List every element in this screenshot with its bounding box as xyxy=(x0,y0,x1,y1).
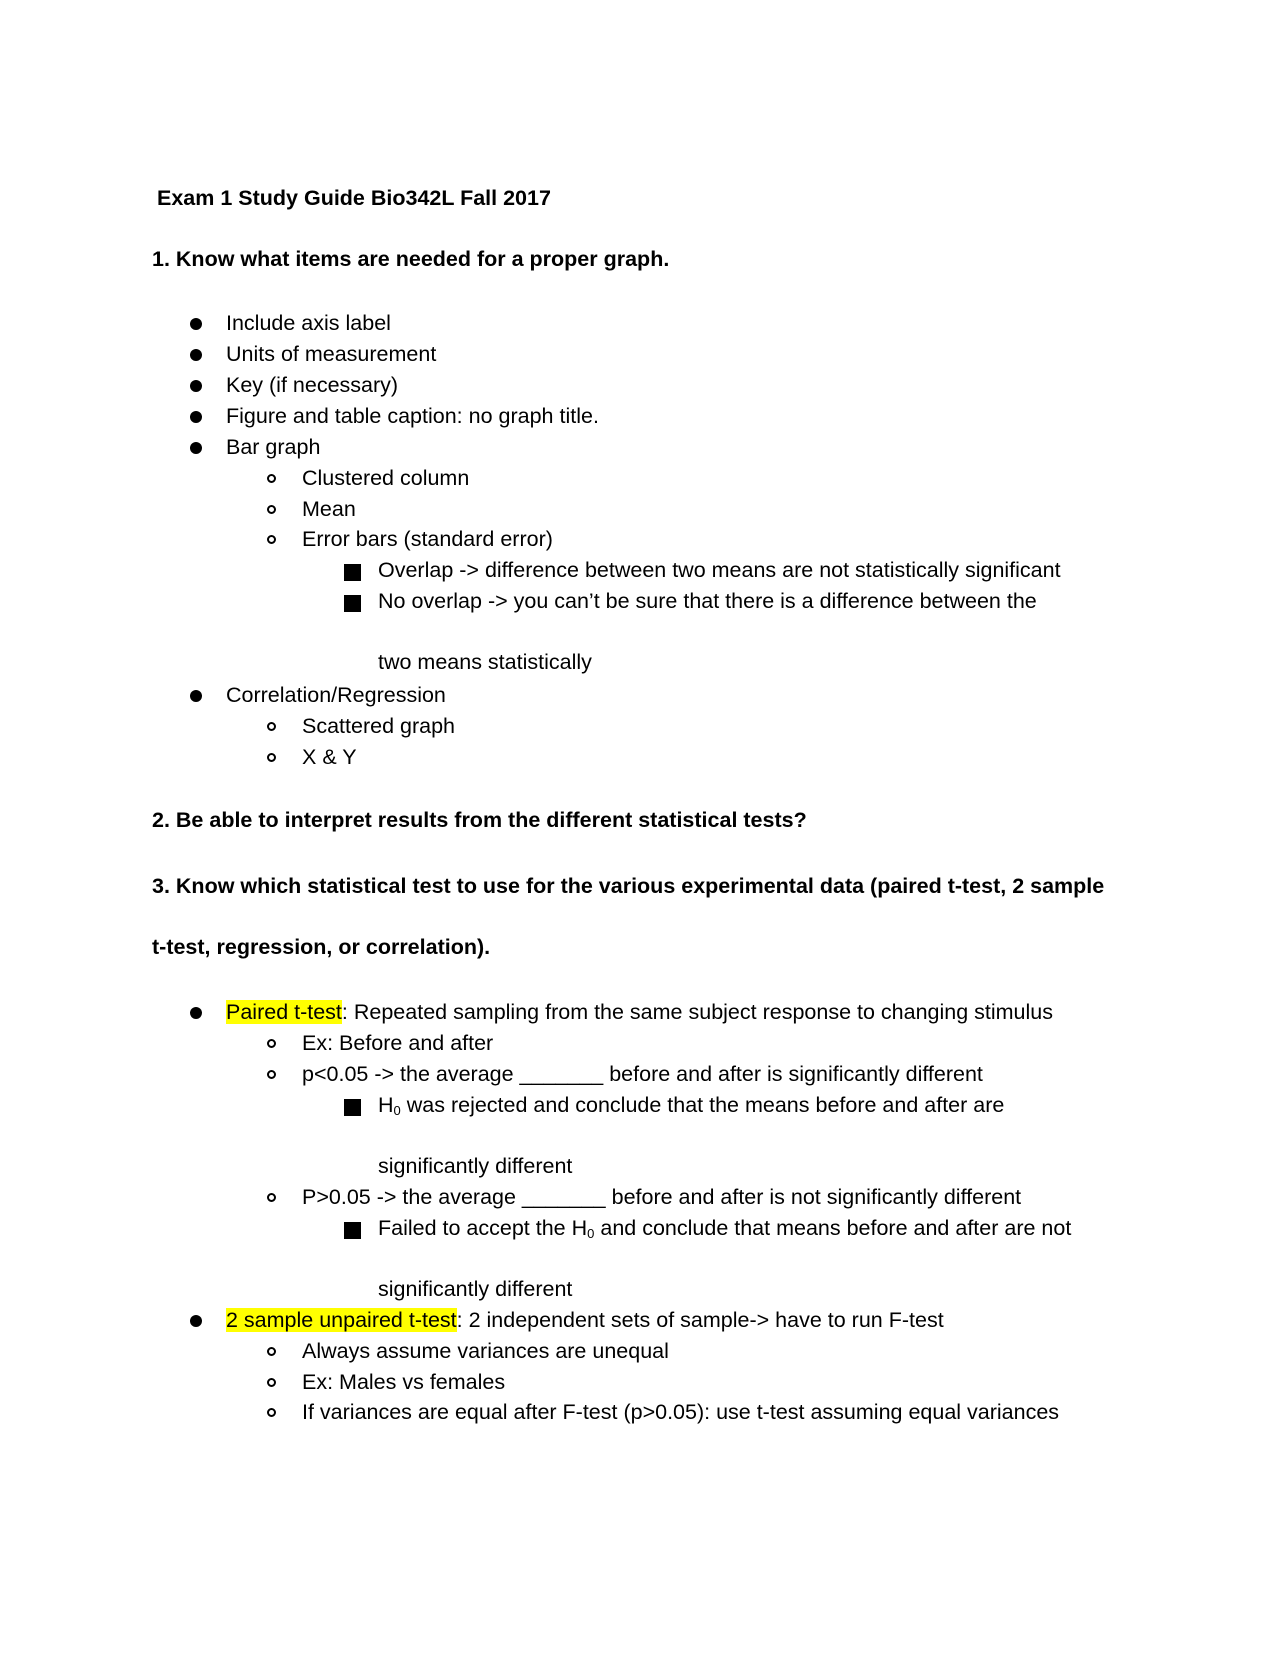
bullet-circle xyxy=(267,1347,276,1356)
bullet-disc xyxy=(190,1315,202,1327)
bullet-circle xyxy=(267,753,276,762)
bullet-circle xyxy=(267,474,276,483)
list-item: Figure and table caption: no graph title. xyxy=(226,404,599,428)
bullet-square xyxy=(344,564,361,581)
question-3-heading: 3. Know which statistical test to use for the various experimental data (paired t-test, 2 sample xyxy=(152,874,1105,898)
subscript: 0 xyxy=(587,1226,595,1241)
question-2-heading: 2. Be able to interpret results from the different statistical tests? xyxy=(152,808,807,832)
bullet-square xyxy=(344,1099,361,1116)
highlighted-term: Paired t-test xyxy=(226,1000,342,1024)
bullet-circle xyxy=(267,722,276,731)
list-item-continuation: significantly different xyxy=(378,1277,573,1301)
list-item-continuation: significantly different xyxy=(378,1154,573,1178)
bullet-disc xyxy=(190,1007,202,1019)
bullet-square xyxy=(344,1222,361,1239)
list-item xyxy=(378,1091,1004,1119)
question-3-heading-continuation: t-test, regression, or correlation). xyxy=(152,935,491,959)
subscript: 0 xyxy=(393,1103,401,1118)
list-item: Correlation/Regression xyxy=(226,683,446,707)
bullet-circle xyxy=(267,1039,276,1048)
bullet-circle xyxy=(267,1378,276,1387)
list-item: No overlap -> you can’t be sure that there is a difference between the xyxy=(378,589,1037,613)
bullet-square xyxy=(344,595,361,612)
list-item xyxy=(226,998,1053,1026)
list-item: Always assume variances are unequal xyxy=(302,1339,669,1363)
bullet-disc xyxy=(190,442,202,454)
list-item: Ex: Before and after xyxy=(302,1031,494,1055)
text-run: was rejected and conclude that the means before and after are xyxy=(400,1093,1005,1117)
list-item xyxy=(226,1306,944,1334)
bullet-disc xyxy=(190,349,202,361)
list-item xyxy=(378,1214,1071,1242)
list-item: Error bars (standard error) xyxy=(302,527,553,551)
list-item: P>0.05 -> the average _______ before and after is not significantly different xyxy=(302,1185,1022,1209)
highlighted-term: 2 sample unpaired t-test xyxy=(226,1308,457,1332)
list-item: Scattered graph xyxy=(302,714,455,738)
list-item: Key (if necessary) xyxy=(226,373,399,397)
list-item-continuation: two means statistically xyxy=(378,650,592,674)
bullet-circle xyxy=(267,1408,276,1417)
list-item: Clustered column xyxy=(302,466,470,490)
bullet-disc xyxy=(190,318,202,330)
list-item: If variances are equal after F-test (p>0.05): use t-test assuming equal variances xyxy=(302,1400,1060,1424)
list-item: Mean xyxy=(302,497,356,521)
term-description: : Repeated sampling from the same subject response to changing stimulus xyxy=(341,1000,1053,1024)
list-item: X & Y xyxy=(302,745,357,769)
question-1-heading: 1. Know what items are needed for a proper graph. xyxy=(152,247,670,271)
page-title: Exam 1 Study Guide Bio342L Fall 2017 xyxy=(157,186,551,210)
bullet-disc xyxy=(190,380,202,392)
list-item: p<0.05 -> the average _______ before and after is significantly different xyxy=(302,1062,983,1086)
list-item: Bar graph xyxy=(226,435,321,459)
text-run: Failed to accept the H xyxy=(378,1216,588,1240)
bullet-circle xyxy=(267,505,276,514)
text-run: H xyxy=(378,1093,394,1117)
list-item: Overlap -> difference between two means are not statistically significant xyxy=(378,558,1061,582)
list-item: Include axis label xyxy=(226,311,391,335)
bullet-disc xyxy=(190,411,202,423)
bullet-circle xyxy=(267,535,276,544)
list-item: Units of measurement xyxy=(226,342,437,366)
bullet-circle xyxy=(267,1070,276,1079)
term-description: : 2 independent sets of sample-> have to run F-test xyxy=(456,1308,944,1332)
list-item: Ex: Males vs females xyxy=(302,1370,506,1394)
bullet-disc xyxy=(190,690,202,702)
bullet-circle xyxy=(267,1193,276,1202)
text-run: and conclude that means before and after are not xyxy=(594,1216,1072,1240)
